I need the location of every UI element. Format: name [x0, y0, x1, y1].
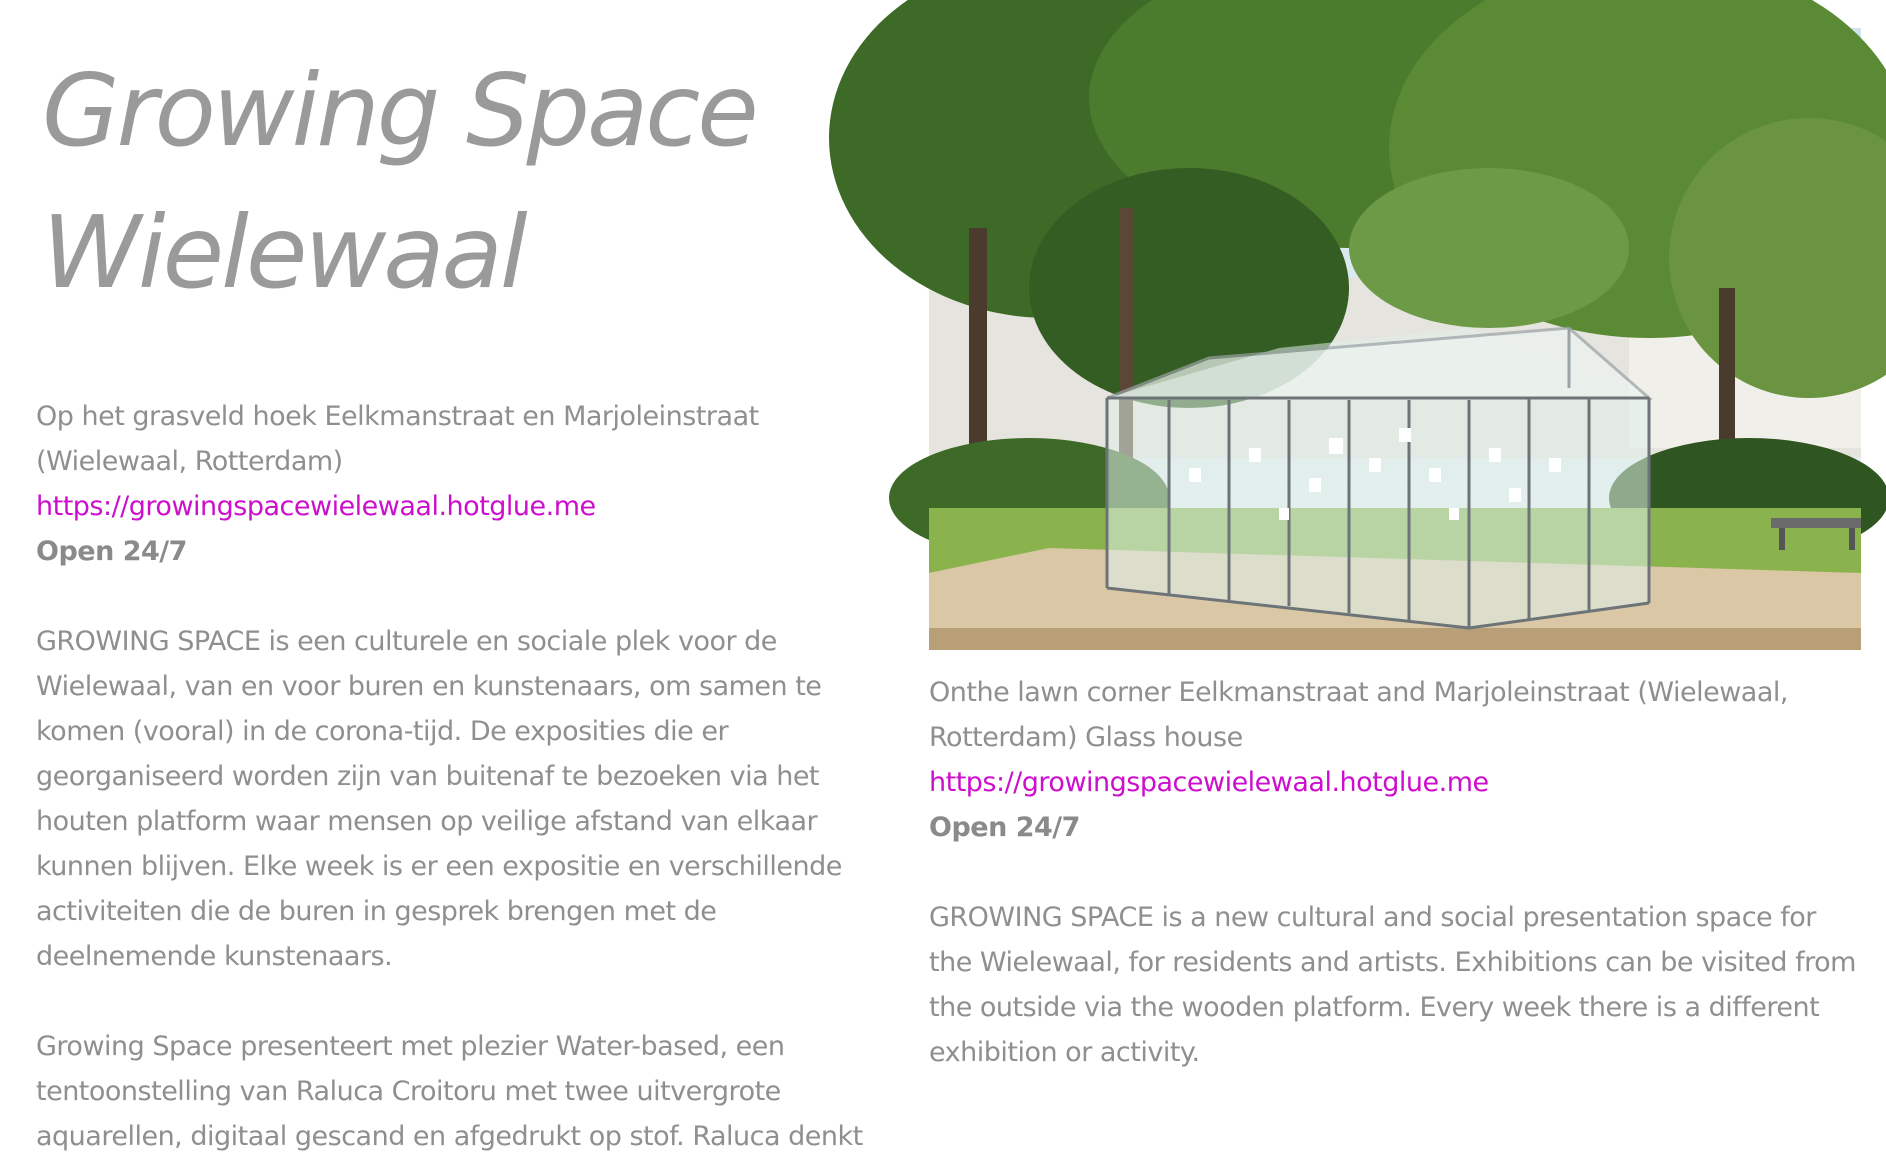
- dutch-website-link[interactable]: https://growingspacewielewaal.hotglue.me: [36, 491, 596, 522]
- page-title-line2: Wielewaal: [42, 194, 525, 311]
- english-text: [929, 670, 1861, 1075]
- page-title: [36, 40, 876, 324]
- page-title-line1: Growing Space: [42, 52, 756, 169]
- dutch-address: Op het grasveld hoek Eelkmanstraat en Marjoleinstraat (Wielewaal, Rotterdam): [36, 401, 759, 477]
- english-opening-hours: Open 24/7: [929, 812, 1080, 843]
- greenhouse-photo: [929, 28, 1861, 650]
- dutch-column: [36, 40, 876, 1159]
- english-paragraph-intro: GROWING SPACE is a new cultural and social presentation space for the Wielewaal, for residents and artists. Exhibitions can be visited from the outside via the wooden platform. Every week there is a different exhibition or activity.: [929, 902, 1856, 1068]
- dutch-paragraph-intro: GROWING SPACE is een culturele en sociale plek voor de Wielewaal, van en voor buren en kunstenaars, om samen te komen (vooral) in de corona-tijd. De exposities die er georganiseerd worden zijn van buitenaf te bezoeken via het houten platform waar mensen op veilige afstand van elkaar kunnen blijven. Elke week is er een expositie en verschillende activiteiten die de buren in gesprek brengen met de deelnemende kunstenaars.: [36, 626, 842, 972]
- english-website-link[interactable]: https://growingspacewielewaal.hotglue.me: [929, 767, 1489, 798]
- dutch-paragraph-exhibition: Growing Space presenteert met plezier Water-based, een tentoonstelling van Raluca Croitoru met twee uitvergrote aquarellen, digitaal gescand en afgedrukt op stof. Raluca denkt: [36, 1031, 863, 1152]
- english-address: Onthe lawn corner Eelkmanstraat and Marjoleinstraat (Wielewaal, Rotterdam) Glass house: [929, 677, 1788, 753]
- dutch-text: [36, 394, 876, 1159]
- greenhouse-image-icon: [929, 28, 1861, 650]
- dutch-opening-hours: Open 24/7: [36, 536, 187, 567]
- english-column: [929, 28, 1861, 1075]
